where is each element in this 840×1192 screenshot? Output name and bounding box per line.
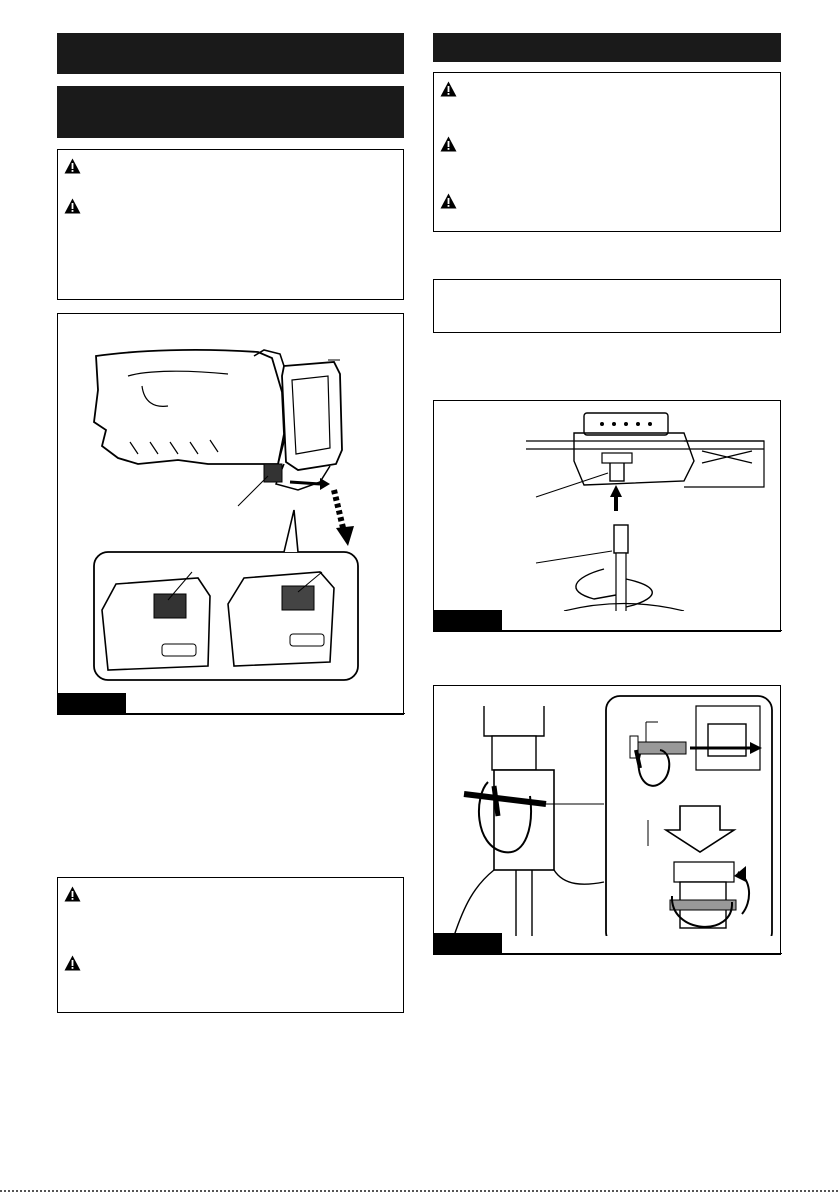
- pin-clip-illustration: [434, 686, 780, 936]
- section-header-3: [433, 33, 781, 62]
- warning-icon: [64, 886, 81, 902]
- battery-tool-illustration: [58, 314, 403, 694]
- warning-icon: [440, 193, 457, 209]
- warning-icon: [440, 81, 457, 97]
- warning-box-3: [433, 72, 781, 232]
- figure-caption-rule: [126, 713, 405, 714]
- warning-box-1: [57, 149, 404, 300]
- figure-tag: [58, 693, 126, 714]
- warning-icon: [64, 955, 81, 971]
- figure-auger-attach: [433, 400, 781, 632]
- warning-icon: [64, 198, 81, 214]
- figure-pin-clip: [433, 685, 781, 955]
- warning-box-2: [57, 877, 404, 1013]
- section-header-1: [57, 33, 404, 74]
- figure-caption-rule: [502, 630, 782, 631]
- warning-icon: [64, 158, 81, 174]
- warning-icon: [440, 136, 457, 152]
- figure-caption-rule: [502, 953, 782, 954]
- section-header-2: [57, 86, 404, 138]
- figure-tag: [434, 610, 502, 631]
- auger-attach-illustration: [434, 401, 780, 611]
- figure-tag: [434, 933, 502, 954]
- figure-battery: [57, 313, 404, 715]
- note-box: [433, 279, 781, 333]
